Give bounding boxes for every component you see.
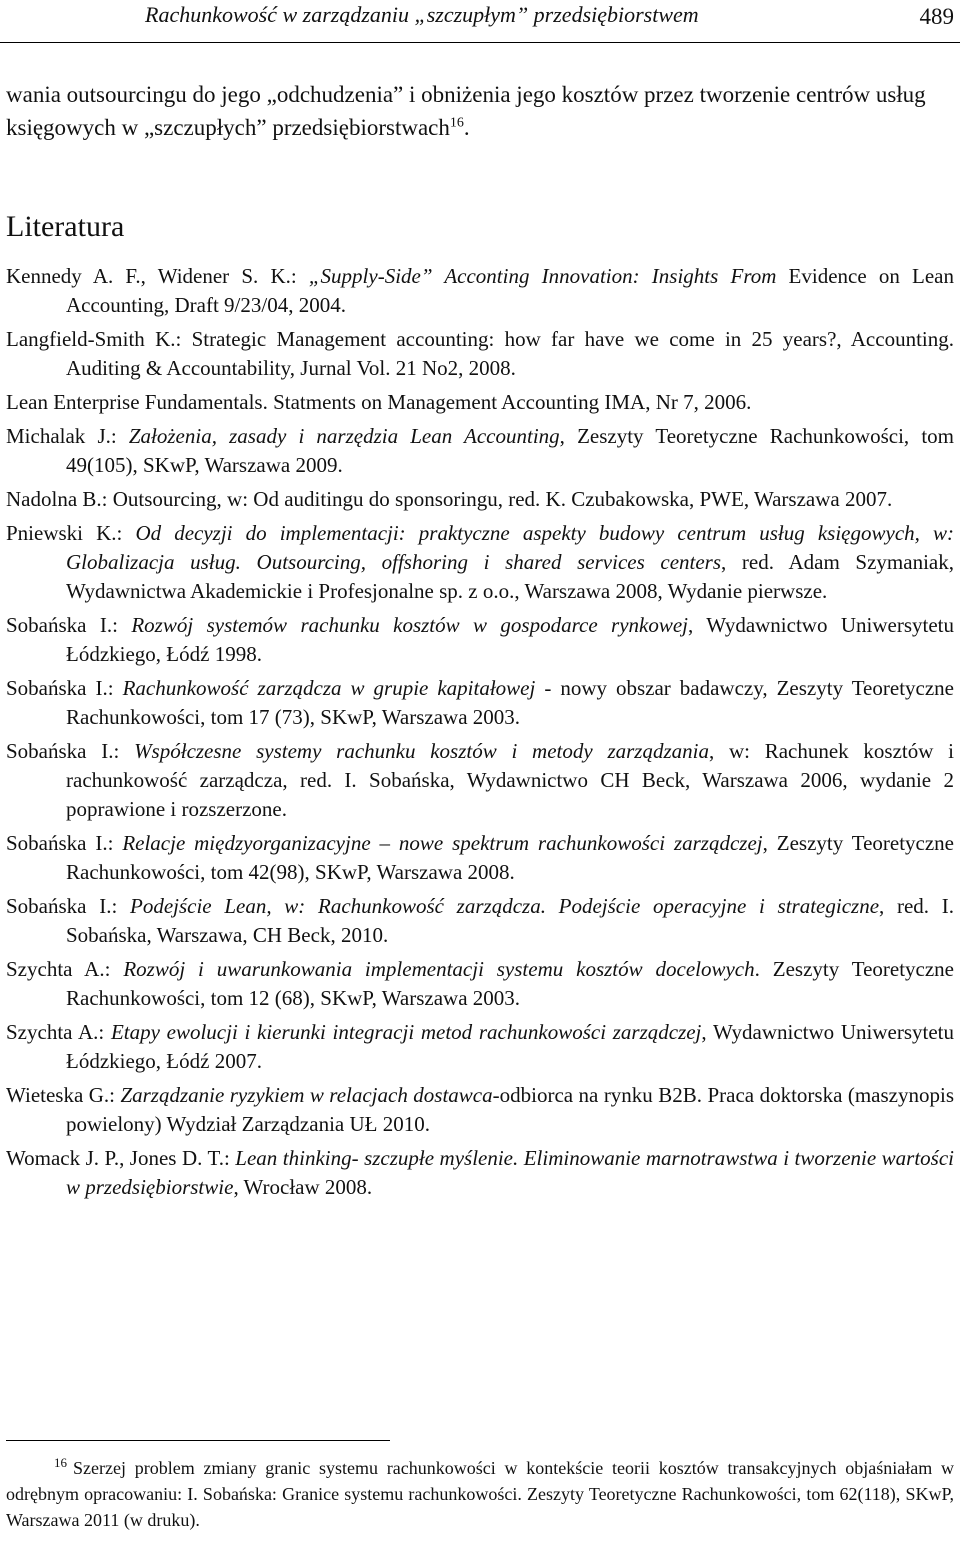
footnote-text: Szerzej problem zmiany granic systemu rachunkowości w kontekście teorii kosztów transakcyjnych objaśniałam w odrębnym opracowaniu: I. Sobańska: Granice systemu rachunkowości. Zeszyty Teoretyczne Rachunkowości, tom 62(118), SKwP, Warszawa 2011 (w druku). [6, 1458, 954, 1530]
reference-title: Rachunkowość zarządcza w grupie kapitałowej [122, 676, 536, 700]
reference-details: Lean Enterprise Fundamentals. Statments on Management Accounting IMA, Nr 7, 2006. [6, 390, 752, 414]
reference-title: Od decyzji do implementacji: praktyczne aspekty budowy centrum usług księgowych, w: Globalizacja usług. Outsourcing, offshoring i shared services centers [66, 521, 954, 574]
reference-title: Założenia, zasady i narzędzia Lean Accounting [128, 424, 560, 448]
reference-details: , w: Rachunek kosztów i rachunkowość zarządcza, red. I. Sobańska, Wydawnictwo CH Beck, Warszawa 2006, wydanie 2 poprawione i rozszerzone. [66, 739, 954, 821]
reference-author: Sobańska I.: [6, 613, 132, 637]
reference-list [6, 262, 954, 1207]
intro-text: wania outsourcingu do jego „odchudzenia” i obniżenia jego kosztów przez tworzenie centrów usług księgowych w „szczupłych” przedsiębiorstwach [6, 82, 926, 140]
reference-details: Outsourcing, w: Od auditingu do sponsoringu, red. K. Czubakowska, PWE, Warszawa 2007. [112, 487, 893, 511]
reference-author: Sobańska I.: [6, 831, 123, 855]
footnote [6, 1450, 954, 1533]
reference-item [6, 388, 954, 417]
reference-item [6, 325, 954, 383]
reference-item [6, 955, 954, 1013]
intro-end: . [463, 115, 470, 140]
reference-author: Pniewski K.: [6, 521, 136, 545]
reference-title: Zarządzanie ryzykiem w relacjach dostawca [120, 1083, 493, 1107]
reference-author: Wieteska G.: [6, 1083, 121, 1107]
reference-author: Nadolna B.: [6, 487, 113, 511]
reference-details: , Zeszyty Teoretyczne Rachunkowości, tom 49(105), SKwP, Warszawa 2009. [66, 424, 954, 477]
running-title: Rachunkowość w zarządzaniu „szczupłym” przedsiębiorstwem [145, 2, 699, 27]
reference-author: Langfield-Smith K.: [6, 327, 192, 351]
reference-item [6, 1144, 954, 1202]
reference-title: Rozwój i uwarunkowania implementacji systemu kosztów docelowych [123, 957, 755, 981]
reference-title: „Supply-Side” Acconting Innovation: Insights From [308, 264, 777, 288]
reference-title: Etapy ewolucji i kierunki integracji metod rachunkowości zarządczej [110, 1020, 702, 1044]
reference-details: Evidence on Lean Accounting, Draft 9/23/04, 2004. [66, 264, 954, 317]
reference-item [6, 519, 954, 606]
page-header [0, 0, 960, 43]
reference-details: -odbiorca na rynku B2B. Praca doktorska (maszynopis powielony) Wydział Zarządzania UŁ 2010. [66, 1083, 954, 1136]
reference-details: , Wrocław 2008. [233, 1175, 373, 1199]
reference-item [6, 829, 954, 887]
reference-item [6, 485, 954, 514]
reference-details: Strategic Management accounting: how far have we come in 25 years?, Accounting. Auditing & Accountability, Jurnal Vol. 21 No2, 2008. [66, 327, 954, 380]
reference-details: , Wydawnictwo Uniwersytetu Łódzkiego, Łódź 2007. [66, 1020, 954, 1073]
reference-item [6, 262, 954, 320]
section-heading: Literatura [6, 210, 125, 243]
footnote-number: 16 [54, 1455, 67, 1470]
reference-author: Sobańska I.: [6, 676, 123, 700]
reference-details: . Zeszyty Teoretyczne Rachunkowości, tom 12 (68), SKwP, Warszawa 2003. [66, 957, 954, 1010]
reference-item [6, 674, 954, 732]
reference-title: Rozwój systemów rachunku kosztów w gospodarce rynkowej [131, 613, 688, 637]
reference-title: Lean thinking- szczupłe myślenie. Eliminowanie marnotrawstwa i tworzenie wartości w przedsiębiorstwie [66, 1146, 954, 1199]
reference-details: - nowy obszar badawczy, Zeszyty Teoretyczne Rachunkowości, tom 17 (73), SKwP, Warszawa 2003. [66, 676, 954, 729]
reference-item [6, 892, 954, 950]
reference-author: Sobańska I.: [6, 739, 135, 763]
reference-item [6, 1081, 954, 1139]
reference-author: Womack J. P., Jones D. T.: [6, 1146, 236, 1170]
footnote-reference[interactable]: 16 [449, 115, 464, 131]
reference-author: Szychta A.: [6, 1020, 111, 1044]
reference-author: Sobańska I.: [6, 894, 130, 918]
reference-details: , red. I. Sobańska, Warszawa, CH Beck, 2010. [66, 894, 955, 947]
footnote-divider [6, 1440, 390, 1441]
reference-title: Relacje międzyorganizacyjne – nowe spektrum rachunkowości zarządczej [122, 831, 763, 855]
reference-title: Współczesne systemy rachunku kosztów i metody zarządzania [134, 739, 709, 763]
reference-title: Podejście Lean, w: Rachunkowość zarządcza. Podejście operacyjne i strategiczne [130, 894, 880, 918]
reference-item [6, 422, 954, 480]
reference-author: Michalak J.: [6, 424, 129, 448]
reference-details: , Wydawnictwo Uniwersytetu Łódzkiego, Łódź 1998. [66, 613, 954, 666]
reference-item [6, 737, 954, 824]
reference-details: , Zeszyty Teoretyczne Rachunkowości, tom 42(98), SKwP, Warszawa 2008. [66, 831, 954, 884]
page-number: 489 [919, 4, 954, 29]
intro-paragraph [6, 78, 954, 144]
reference-item [6, 1018, 954, 1076]
reference-item [6, 611, 954, 669]
reference-details: , red. Adam Szymaniak, Wydawnictwa Akademickie i Profesjonalne sp. z o.o., Warszawa 2008, Wydanie pierwsze. [66, 550, 954, 603]
reference-author: Szychta A.: [6, 957, 124, 981]
reference-author: Kennedy A. F., Widener S. K.: [6, 264, 309, 288]
